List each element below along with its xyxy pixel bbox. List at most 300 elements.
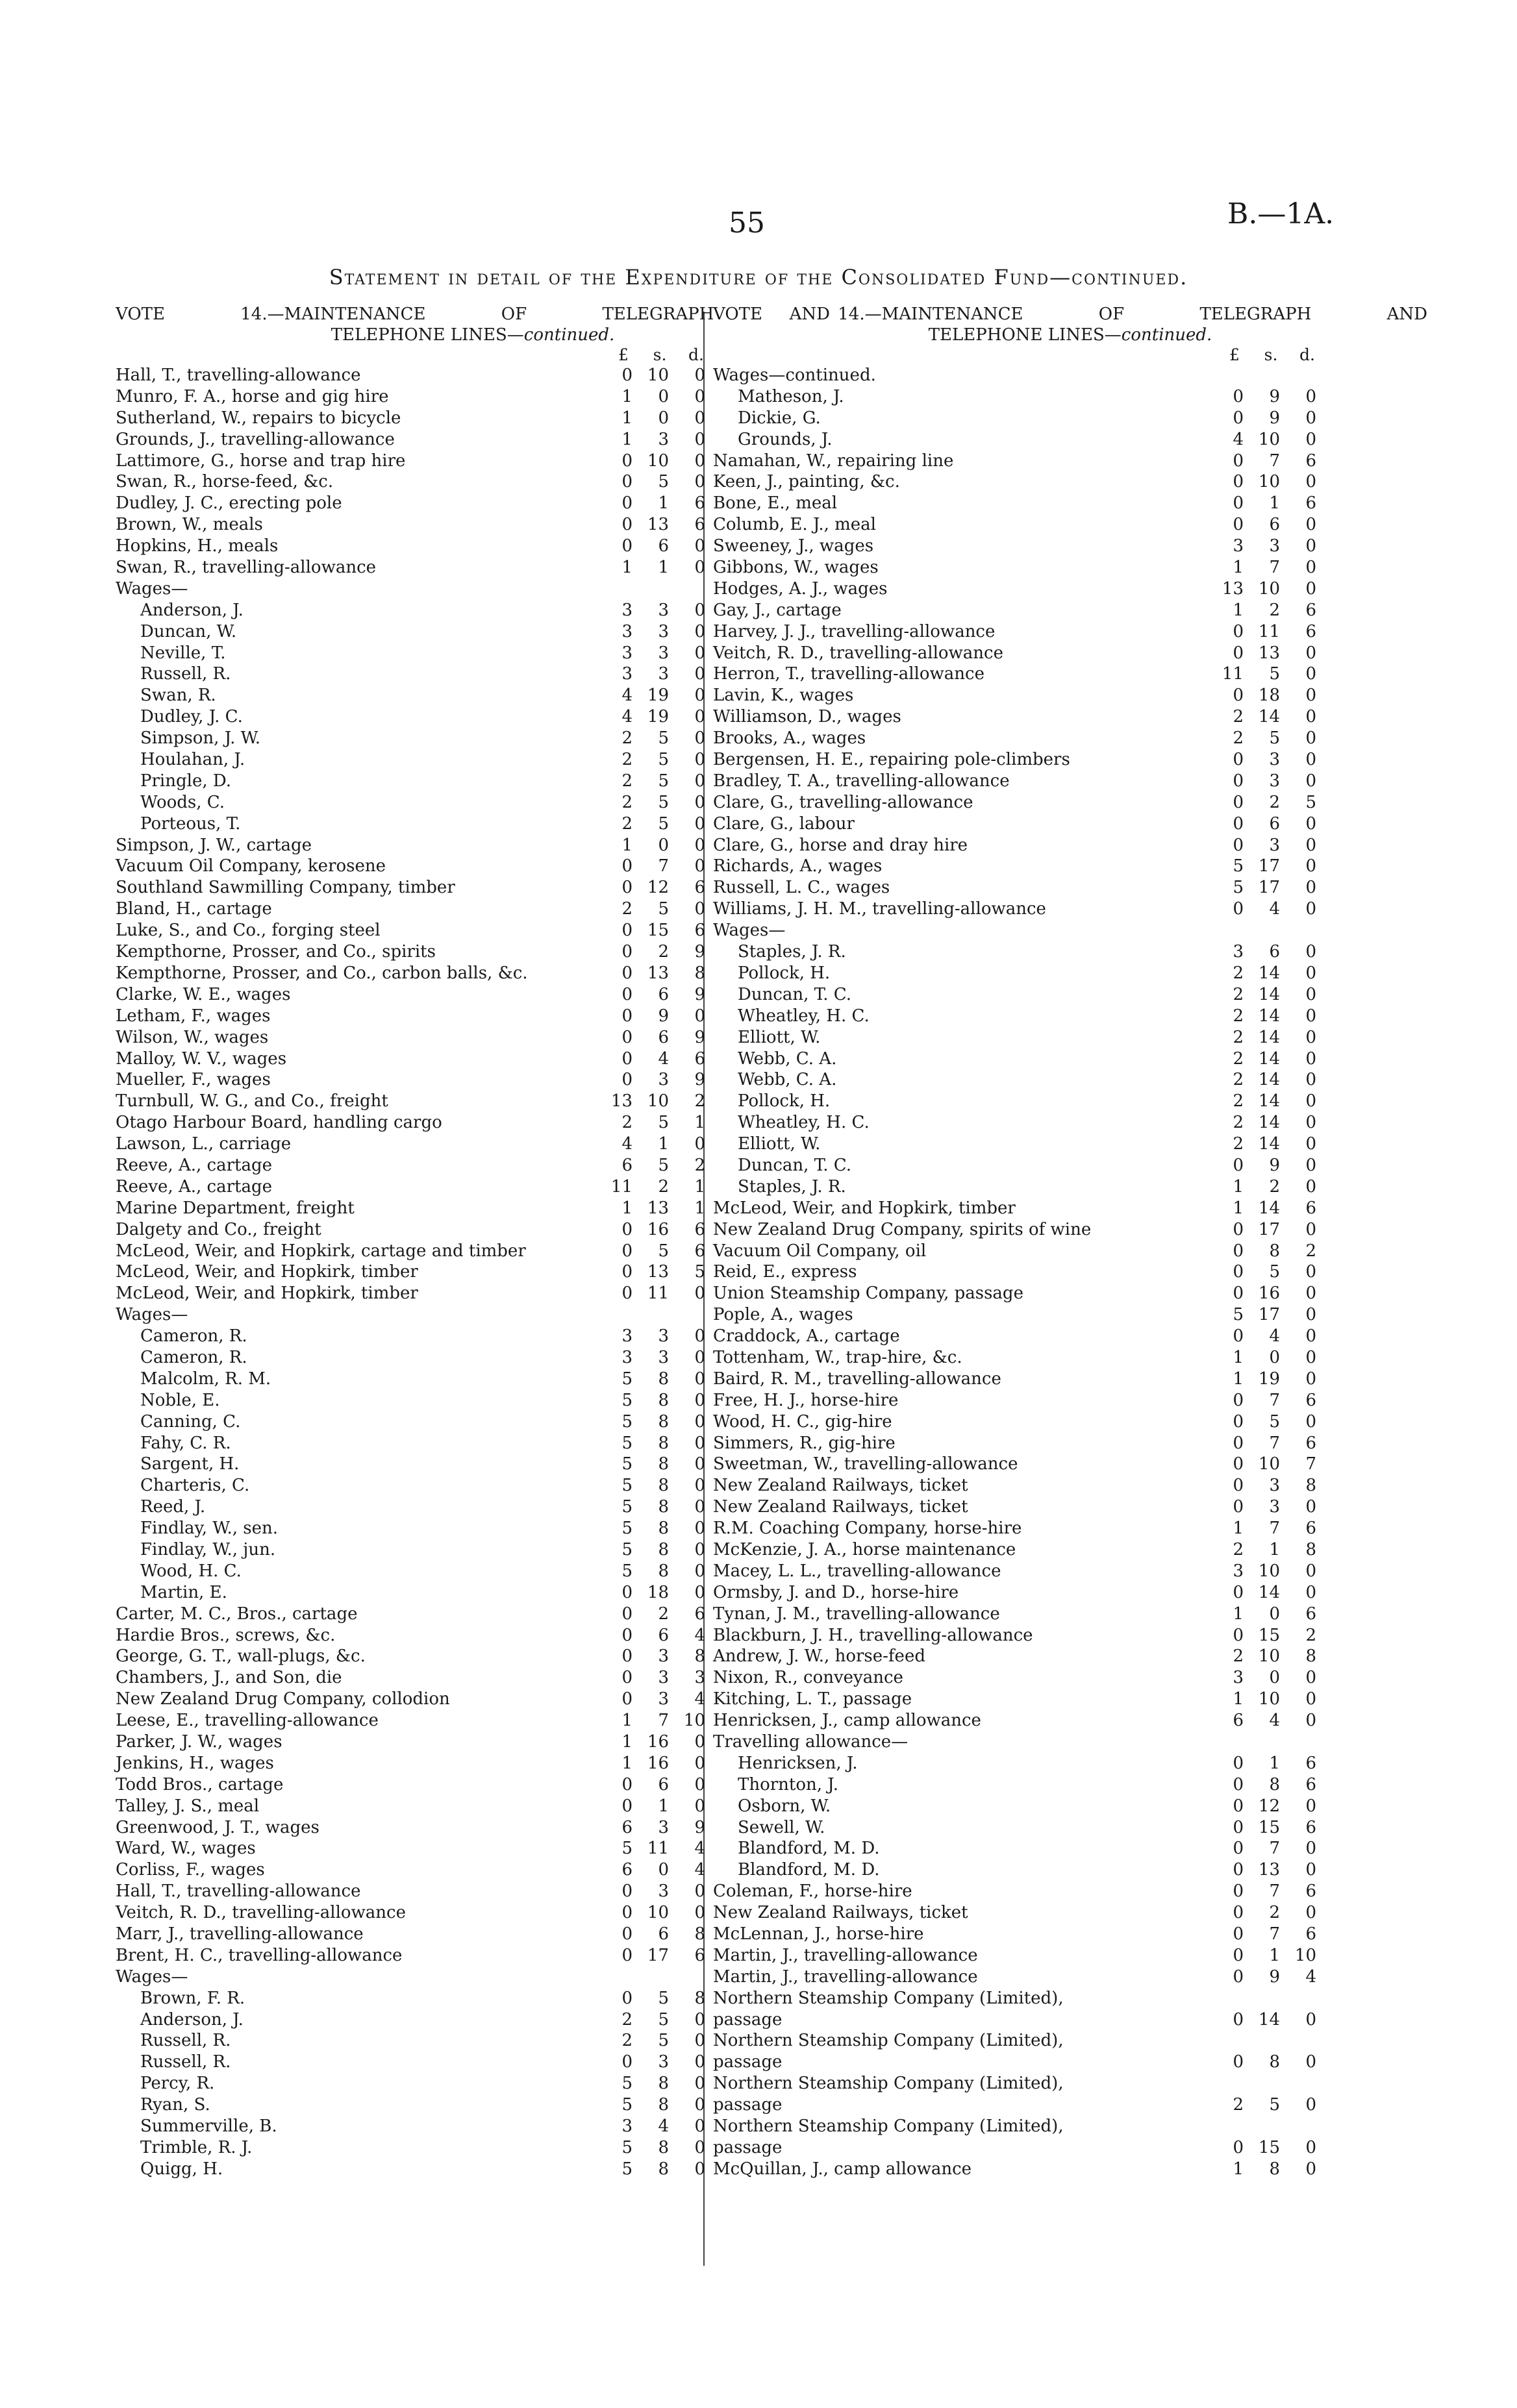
pence-value: 0 <box>1305 1668 1316 1688</box>
entry-label: Russell, R. <box>140 2031 231 2051</box>
pence-value: 0 <box>1305 856 1316 876</box>
shillings-value: 7 <box>658 856 669 876</box>
entry-label: Webb, C. A. <box>738 1070 837 1090</box>
shillings-value: 6 <box>658 1625 669 1645</box>
entry-label: Blandford, M. D. <box>738 1860 880 1880</box>
entry-label: McLeod, Weir, and Hopkirk, timber <box>116 1262 418 1282</box>
entry-label: Ormsby, J. and D., horse-hire <box>713 1582 959 1602</box>
pence-value: 0 <box>694 472 705 492</box>
pounds-value: 5 <box>621 1497 633 1517</box>
shillings-value: 17 <box>1258 878 1280 898</box>
pence-value: 0 <box>1305 1903 1316 1923</box>
expenditure-row <box>713 2116 1427 2159</box>
entry-label: Vacuum Oil Company, oil <box>713 1241 927 1261</box>
pence-value: 0 <box>1305 728 1316 749</box>
pounds-value: 5 <box>621 2095 633 2115</box>
pounds-value: 0 <box>621 1945 633 1965</box>
entry-label: Columb, E. J., meal <box>713 515 876 535</box>
pounds-value: 0 <box>1233 1411 1244 1432</box>
entry-label: Webb, C. A. <box>738 1049 837 1069</box>
pounds-value: 0 <box>1233 1219 1244 1239</box>
entry-label: Sutherland, W., repairs to bicycle <box>116 408 401 428</box>
shillings-value: 7 <box>1269 1839 1280 1859</box>
expenditure-row <box>713 514 1427 536</box>
pounds-value: 5 <box>621 2159 633 2179</box>
pence-value: 0 <box>694 1326 705 1347</box>
pence-value: 5 <box>1305 792 1316 812</box>
expenditure-row <box>713 1582 1427 1604</box>
entry-label: Wages— <box>116 578 188 599</box>
pence-value: 0 <box>694 899 705 919</box>
pence-value: 0 <box>694 1454 705 1474</box>
entry-label: Fahy, C. R. <box>140 1433 231 1453</box>
pounds-value: 2 <box>621 792 633 812</box>
expenditure-row <box>713 1646 1427 1667</box>
shillings-value: 18 <box>647 1582 669 1602</box>
pounds-value: 2 <box>621 750 633 770</box>
pence-value: 9 <box>694 984 705 1004</box>
shillings-value: 15 <box>1258 1625 1280 1645</box>
entry-label: New Zealand Drug Company, collodion <box>116 1689 450 1709</box>
pounds-value: 0 <box>1233 1967 1244 1987</box>
pence-value: 0 <box>1305 1176 1316 1197</box>
entry-label: Dudley, J. C. <box>140 707 243 727</box>
shillings-value: 8 <box>658 2159 669 2179</box>
shillings-value: 19 <box>1258 1369 1280 1389</box>
entry-label: Swan, R., horse-feed, &c. <box>116 472 334 492</box>
shillings-value: 3 <box>658 1817 669 1837</box>
expenditure-row <box>713 749 1427 771</box>
pounds-value: 5 <box>621 2074 633 2094</box>
pence-value: 8 <box>1305 1539 1316 1559</box>
pounds-value: 0 <box>621 1241 633 1261</box>
shillings-value: 8 <box>658 1390 669 1410</box>
expenditure-row <box>713 1967 1427 1988</box>
shillings-value: 5 <box>658 2009 669 2029</box>
pounds-value: 2 <box>621 771 633 791</box>
expenditure-row <box>713 1283 1427 1304</box>
pounds-value: 0 <box>1233 1753 1244 1773</box>
shillings-value: 7 <box>1269 1924 1280 1944</box>
pence-value: 0 <box>1305 1411 1316 1432</box>
expenditure-row <box>713 493 1427 514</box>
entry-label: Pollock, H. <box>738 963 831 983</box>
shillings-value: 5 <box>1269 1262 1280 1282</box>
entry-label: Blackburn, J. H., travelling-allowance <box>713 1625 1033 1645</box>
shillings-value: 3 <box>658 664 669 684</box>
shillings-value: 16 <box>647 1219 669 1239</box>
entry-label: Free, H. J., horse-hire <box>713 1390 899 1410</box>
shillings-value: 2 <box>1269 1903 1280 1923</box>
entry-label: Bone, E., meal <box>713 493 838 514</box>
pounds-value: 1 <box>1233 1604 1244 1624</box>
shillings-value: 16 <box>647 1753 669 1773</box>
pence-value: 0 <box>1305 1326 1316 1347</box>
entry-label: Parker, J. W., wages <box>116 1732 282 1752</box>
pence-value: 0 <box>694 366 705 385</box>
shillings-value: 12 <box>647 878 669 898</box>
shillings-value: 3 <box>658 1668 669 1688</box>
pence-value: 0 <box>694 1561 705 1581</box>
pounds-value: 4 <box>1233 429 1244 449</box>
pence-value: 0 <box>694 2052 705 2072</box>
shillings-value: 3 <box>1269 1497 1280 1517</box>
pence-value: 0 <box>694 536 705 556</box>
entry-label: Clare, G., labour <box>713 813 855 834</box>
pence-value: 0 <box>1305 2009 1316 2029</box>
pounds-value: 5 <box>621 1561 633 1581</box>
pence-value: 4 <box>1305 1967 1316 1987</box>
pence-value: 0 <box>694 771 705 791</box>
entry-label: Henricksen, J., camp allowance <box>713 1711 981 1731</box>
pence-value: 0 <box>694 1006 705 1026</box>
shillings-value: 17 <box>1258 856 1280 876</box>
pence-value: 0 <box>1305 472 1316 492</box>
pence-value: 4 <box>694 1625 705 1645</box>
entry-label: Tottenham, W., trap-hire, &c. <box>713 1347 962 1367</box>
entry-label: Cameron, R. <box>140 1326 247 1347</box>
pounds-unit: £ <box>1229 345 1240 364</box>
pence-value: 0 <box>1305 963 1316 983</box>
entry-label: Wages— <box>116 1967 188 1987</box>
entry-label: Nixon, R., conveyance <box>713 1668 903 1688</box>
pounds-value: 0 <box>621 1689 633 1709</box>
shillings-value: 5 <box>658 1988 669 2008</box>
shillings-value: 7 <box>658 1711 669 1731</box>
expenditure-row <box>713 813 1427 835</box>
entry-label: New Zealand Drug Company, spirits of wine <box>713 1219 1092 1239</box>
entry-label: Grounds, J., travelling-allowance <box>116 429 395 449</box>
shillings-value: 13 <box>647 515 669 535</box>
pence-value: 2 <box>1305 1625 1316 1645</box>
pounds-value: 0 <box>621 921 633 941</box>
shillings-value: 3 <box>658 1689 669 1709</box>
entry-label: Russell, L. C., wages <box>713 878 890 898</box>
expenditure-row <box>713 1433 1427 1454</box>
pounds-value: 0 <box>1233 813 1244 834</box>
pence-value: 9 <box>694 1817 705 1837</box>
pence-value: 8 <box>694 1988 705 2008</box>
pounds-value: 1 <box>621 1198 633 1218</box>
pence-value: 6 <box>1305 451 1316 471</box>
entry-label: Gibbons, W., wages <box>713 558 879 578</box>
entry-label: New Zealand Railways, ticket <box>713 1476 968 1496</box>
pounds-value: 1 <box>1233 1369 1244 1389</box>
entry-label: Russell, R. <box>140 2052 231 2072</box>
pounds-value: 0 <box>621 963 633 983</box>
expenditure-row <box>713 1859 1427 1881</box>
pounds-value: 5 <box>621 1519 633 1539</box>
entry-label: Sweeney, J., wages <box>713 536 874 556</box>
expenditure-row <box>713 2159 1427 2180</box>
shillings-value: 10 <box>647 1091 669 1111</box>
entry-label: Todd Bros., cartage <box>116 1774 284 1794</box>
pounds-value: 0 <box>621 1219 633 1239</box>
expenditure-row <box>713 1689 1427 1710</box>
pence-value: 0 <box>694 835 705 855</box>
pounds-value: 0 <box>621 472 633 492</box>
shillings-value: 8 <box>658 2074 669 2094</box>
entry-label: Sewell, W. <box>738 1817 825 1837</box>
entry-label: Porteous, T. <box>140 813 241 834</box>
expenditure-row <box>713 386 1427 408</box>
shillings-value: 11 <box>647 1284 669 1304</box>
pounds-value: 0 <box>621 536 633 556</box>
shillings-value: 10 <box>1258 578 1280 599</box>
shillings-value: 14 <box>1258 1049 1280 1069</box>
shillings-value: 9 <box>1269 1155 1280 1175</box>
shillings-value: 11 <box>647 1839 669 1859</box>
expenditure-row <box>713 1518 1427 1539</box>
pence-value: 0 <box>1305 664 1316 684</box>
pence-value: 0 <box>694 1347 705 1367</box>
shillings-value: 7 <box>1269 1433 1280 1453</box>
shillings-value: 13 <box>647 1262 669 1282</box>
entry-label: Pople, A., wages <box>713 1305 853 1325</box>
shillings-value: 1 <box>658 493 669 514</box>
shillings-value: 8 <box>658 1519 669 1539</box>
entry-label: Otago Harbour Board, handling cargo <box>116 1113 442 1133</box>
pence-value: 0 <box>694 728 705 749</box>
entry-label: Findlay, W., sen. <box>140 1519 279 1539</box>
pounds-value: 0 <box>1233 515 1244 535</box>
entry-label: Swan, R., travelling-allowance <box>116 558 377 578</box>
pence-value: 0 <box>694 2009 705 2029</box>
shillings-value: 0 <box>1269 1668 1280 1688</box>
expenditure-row <box>713 1134 1427 1155</box>
entry-label: Greenwood, J. T., wages <box>116 1817 320 1837</box>
shillings-unit: s. <box>653 345 667 364</box>
pounds-value: 4 <box>621 707 633 727</box>
pence-value: 0 <box>694 1369 705 1389</box>
entry-label: Reed, J. <box>140 1497 206 1517</box>
shillings-value: 3 <box>1269 750 1280 770</box>
entry-label: Keen, J., painting, &c. <box>713 472 900 492</box>
shillings-value: 4 <box>1269 1326 1280 1347</box>
pence-value: 6 <box>1305 1519 1316 1539</box>
expenditure-row <box>713 664 1427 685</box>
pence-value: 0 <box>694 1284 705 1304</box>
pounds-value: 0 <box>1233 1903 1244 1923</box>
expenditure-row <box>713 1561 1427 1582</box>
pounds-value: 0 <box>621 1774 633 1794</box>
pence-value: 6 <box>1305 1924 1316 1944</box>
shillings-value: 2 <box>658 1604 669 1624</box>
shillings-value: 0 <box>1269 1604 1280 1624</box>
pence-value: 4 <box>694 1860 705 1880</box>
entry-label: Anderson, J. <box>140 600 244 620</box>
pounds-value: 5 <box>621 1454 633 1474</box>
pence-value: 9 <box>694 1027 705 1047</box>
pence-value: 0 <box>694 2095 705 2115</box>
pence-value: 0 <box>1305 2095 1316 2115</box>
entry-label: Woods, C. <box>140 792 225 812</box>
pence-value: 0 <box>694 2116 705 2137</box>
pounds-value: 1 <box>1233 1347 1244 1367</box>
pounds-value: 5 <box>1233 878 1244 898</box>
entry-label: Canning, C. <box>140 1411 241 1432</box>
shillings-value: 7 <box>1269 451 1280 471</box>
pence-value: 0 <box>694 1411 705 1432</box>
pence-value: 0 <box>1305 707 1316 727</box>
right-heading-cont: continued. <box>1121 325 1212 345</box>
entry-label: Sargent, H. <box>140 1454 240 1474</box>
shillings-value: 4 <box>1269 899 1280 919</box>
pounds-value: 11 <box>1222 664 1244 684</box>
entry-label: George, G. T., wall-plugs, &c. <box>116 1646 366 1667</box>
pounds-value: 0 <box>621 878 633 898</box>
entry-label: Craddock, A., cartage <box>713 1326 900 1347</box>
entry-label: Noble, E. <box>140 1390 220 1410</box>
pounds-value: 0 <box>1233 621 1244 641</box>
expenditure-row <box>713 1710 1427 1732</box>
shillings-value: 3 <box>1269 835 1280 855</box>
entry-label: Andrew, J. W., horse-feed <box>713 1646 925 1667</box>
expenditure-row <box>713 451 1427 472</box>
pounds-value: 2 <box>1233 1091 1244 1111</box>
pence-value: 0 <box>694 558 705 578</box>
pounds-value: 0 <box>1233 1945 1244 1965</box>
expenditure-row <box>713 1198 1427 1219</box>
expenditure-row <box>713 1945 1427 1967</box>
shillings-value: 8 <box>658 1497 669 1517</box>
expenditure-row <box>713 1988 1427 2031</box>
pence-value: 0 <box>1305 878 1316 898</box>
right-units-header <box>713 345 1427 365</box>
pounds-value: 0 <box>1233 750 1244 770</box>
shillings-value: 14 <box>1258 1582 1280 1602</box>
shillings-value: 16 <box>647 1732 669 1752</box>
shillings-value: 17 <box>1258 1219 1280 1239</box>
pence-value: 6 <box>1305 1433 1316 1453</box>
pounds-value: 0 <box>1233 1497 1244 1517</box>
shillings-value: 8 <box>658 1411 669 1432</box>
pounds-value: 2 <box>1233 1113 1244 1133</box>
pounds-value: 6 <box>621 1155 633 1175</box>
entry-label: Trimble, R. J. <box>140 2137 253 2157</box>
entry-label: Ward, W., wages <box>116 1839 256 1859</box>
pounds-value: 1 <box>1233 600 1244 620</box>
entry-label: Hall, T., travelling-allowance <box>116 1881 361 1902</box>
pounds-value: 1 <box>621 1732 633 1752</box>
entry-label: Bergensen, H. E., repairing pole-climbers <box>713 750 1070 770</box>
pence-value: 6 <box>1305 493 1316 514</box>
shillings-value: 16 <box>1258 1284 1280 1304</box>
pounds-value: 0 <box>621 1924 633 1944</box>
entry-label: Lawson, L., carriage <box>116 1134 292 1154</box>
expenditure-row <box>713 1261 1427 1283</box>
pence-value: 0 <box>694 451 705 471</box>
entry-label: Percy, R. <box>140 2074 215 2094</box>
pounds-value: 0 <box>1233 451 1244 471</box>
pounds-value: 0 <box>1233 1241 1244 1261</box>
shillings-value: 17 <box>1258 1305 1280 1325</box>
entry-label: Reeve, A., cartage <box>116 1155 272 1175</box>
entry-label: Wood, H. C. <box>140 1561 242 1581</box>
shillings-value: 6 <box>658 1924 669 1944</box>
shillings-value: 5 <box>1269 1411 1280 1432</box>
shillings-value: 8 <box>1269 2052 1280 2072</box>
entry-label: Northern Steamship Company (Limited), passage <box>713 1988 1064 2029</box>
pounds-value: 0 <box>621 515 633 535</box>
pounds-value: 0 <box>621 1284 633 1304</box>
entry-label: Osborn, W. <box>738 1796 831 1816</box>
entry-label: Elliott, W. <box>738 1027 821 1047</box>
pence-value: 0 <box>1305 1262 1316 1282</box>
entry-label: Staples, J. R. <box>738 1176 846 1197</box>
shillings-value: 5 <box>658 750 669 770</box>
shillings-value: 3 <box>658 643 669 663</box>
pounds-value: 1 <box>621 408 633 428</box>
entry-label: Malcolm, R. M. <box>140 1369 271 1389</box>
shillings-value: 15 <box>1258 1817 1280 1837</box>
pence-value: 2 <box>694 1155 705 1175</box>
entry-label: Martin, J., travelling-allowance <box>713 1945 978 1965</box>
pounds-value: 2 <box>1233 728 1244 749</box>
entry-label: Martin, J., travelling-allowance <box>713 1967 978 1987</box>
pounds-value: 0 <box>1233 2009 1244 2029</box>
shillings-value: 3 <box>658 1070 669 1090</box>
expenditure-row <box>713 1027 1427 1049</box>
shillings-value: 5 <box>658 728 669 749</box>
entry-label: Munro, F. A., horse and gig hire <box>116 386 389 406</box>
entry-label: Lavin, K., wages <box>713 686 854 706</box>
pence-value: 0 <box>694 408 705 428</box>
pence-value: 9 <box>694 1070 705 1090</box>
pence-value: 4 <box>694 1839 705 1859</box>
pounds-value: 5 <box>621 2137 633 2157</box>
pounds-value: 13 <box>610 1091 633 1111</box>
entry-label: Brown, W., meals <box>116 515 263 535</box>
pence-value: 1 <box>694 1176 705 1197</box>
pence-value: 0 <box>1305 2052 1316 2072</box>
pence-value: 8 <box>694 963 705 983</box>
shillings-value: 18 <box>1258 686 1280 706</box>
document-reference: B.—1A. <box>1227 197 1335 230</box>
entry-label: Clare, G., travelling-allowance <box>713 792 973 812</box>
entry-label: Clarke, W. E., wages <box>116 984 291 1004</box>
pence-value: 0 <box>694 2074 705 2094</box>
pounds-value: 3 <box>621 2116 633 2137</box>
pence-value: 6 <box>694 1604 705 1624</box>
shillings-value: 6 <box>658 536 669 556</box>
shillings-value: 8 <box>658 2095 669 2115</box>
shillings-value: 10 <box>1258 1561 1280 1581</box>
pounds-value: 0 <box>621 1625 633 1645</box>
shillings-value: 0 <box>658 408 669 428</box>
pounds-value: 4 <box>621 686 633 706</box>
pounds-value: 0 <box>1233 899 1244 919</box>
shillings-value: 14 <box>1258 984 1280 1004</box>
shillings-value: 3 <box>658 429 669 449</box>
pounds-value: 0 <box>1233 1924 1244 1944</box>
pounds-value: 0 <box>621 1006 633 1026</box>
shillings-value: 8 <box>1269 1241 1280 1261</box>
shillings-value: 17 <box>647 1945 669 1965</box>
pounds-value: 0 <box>621 1668 633 1688</box>
shillings-value: 15 <box>1258 2137 1280 2157</box>
shillings-value: 5 <box>1269 664 1280 684</box>
pence-value: 0 <box>694 429 705 449</box>
pounds-value: 0 <box>621 1604 633 1624</box>
entry-label: Wilson, W., wages <box>116 1027 269 1047</box>
pounds-value: 2 <box>1233 1134 1244 1154</box>
entry-label: Brent, H. C., travelling-allowance <box>116 1945 403 1965</box>
pounds-value: 5 <box>621 1839 633 1859</box>
shillings-value: 1 <box>658 1134 669 1154</box>
shillings-value: 8 <box>658 2137 669 2157</box>
shillings-value: 14 <box>1258 1113 1280 1133</box>
